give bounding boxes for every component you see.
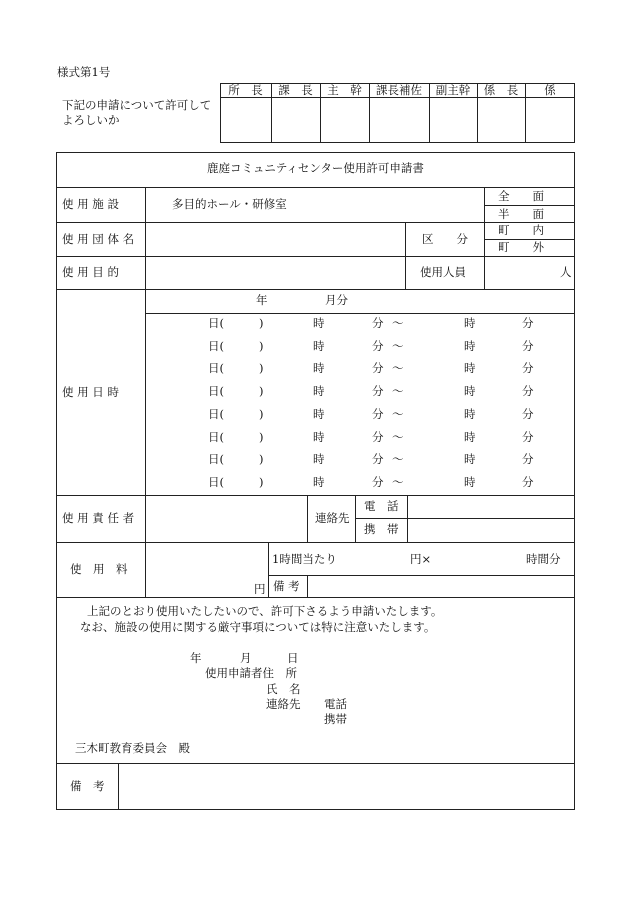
paren-close: )	[259, 338, 264, 353]
stamp-header-vice-director: 副主幹	[435, 83, 471, 97]
end-hour-label: 時	[464, 316, 476, 330]
stamp-header-section-chief: 課 長	[278, 83, 313, 97]
stamp-header-team-leader: 係 長	[483, 83, 519, 97]
declaration-line1: 上記のとおり使用いたしたいので、許可下さるよう申請いたします。	[87, 604, 443, 618]
start-minute-label: 分	[372, 452, 384, 467]
people-unit: 人	[560, 265, 572, 279]
paren-close: )	[259, 429, 264, 444]
end-hour-label: 時	[464, 338, 476, 353]
end-minute-label: 分	[522, 474, 534, 489]
paren-close: )	[259, 316, 264, 330]
paren-close: )	[259, 474, 264, 489]
start-minute-label: 分	[372, 361, 384, 376]
start-minute-label: 分	[372, 406, 384, 421]
range-tilde: 〜	[392, 474, 404, 489]
form-title: 鹿庭コミュニティセンター使用許可申請書	[207, 161, 424, 175]
range-tilde: 〜	[392, 338, 404, 353]
end-minute-label: 分	[522, 452, 534, 467]
start-hour-label: 時	[313, 406, 325, 421]
day-label: 日(	[208, 361, 224, 376]
zone-option-in-town[interactable]: 町 内	[498, 223, 544, 237]
end-minute-label: 分	[522, 316, 534, 330]
addressee: 三木町教育委員会 殿	[75, 741, 190, 755]
stamp-cell-chief[interactable]	[221, 98, 270, 142]
declaration-line2: なお、施設の使用に関する厳守事項については特に注意いたします。	[80, 620, 436, 634]
responsible-input[interactable]	[147, 497, 305, 541]
stamp-cell-section-chief[interactable]	[272, 98, 319, 142]
fee-hours: 時間分	[526, 552, 561, 566]
purpose-label: 使 用 目 的	[62, 265, 119, 279]
fee-yen-times: 円×	[410, 552, 432, 566]
end-minute-label: 分	[522, 384, 534, 399]
start-hour-label: 時	[313, 452, 325, 467]
start-minute-label: 分	[372, 316, 384, 330]
end-minute-label: 分	[522, 429, 534, 444]
end-hour-label: 時	[464, 429, 476, 444]
mobile-input[interactable]	[409, 520, 574, 541]
date-year: 年	[190, 651, 202, 665]
stamp-header-chief: 所 長	[228, 83, 263, 97]
approval-note-line2: よろしいか	[62, 113, 120, 127]
remarks-input[interactable]	[120, 765, 574, 809]
range-tilde: 〜	[392, 406, 404, 421]
stamp-cell-staff[interactable]	[526, 98, 574, 142]
end-minute-label: 分	[522, 338, 534, 353]
facility-value[interactable]: 多目的ホール・研修室	[172, 197, 287, 211]
range-tilde: 〜	[392, 361, 404, 376]
people-label: 使用人員	[420, 265, 466, 279]
day-label: 日(	[208, 452, 224, 467]
end-hour-label: 時	[464, 384, 476, 399]
end-hour-label: 時	[464, 361, 476, 376]
start-minute-label: 分	[372, 384, 384, 399]
stamp-cell-deputy[interactable]	[370, 98, 428, 142]
day-label: 日(	[208, 338, 224, 353]
group-label: 使 用 団 体 名	[62, 232, 135, 246]
fee-per-hour: 1時間当たり	[272, 552, 337, 566]
phone-input[interactable]	[409, 497, 574, 517]
fee-remarks-label: 備 考	[273, 579, 300, 593]
start-hour-label: 時	[313, 429, 325, 444]
paren-close: )	[259, 361, 264, 376]
day-label: 日(	[208, 429, 224, 444]
range-tilde: 〜	[392, 384, 404, 399]
start-hour-label: 時	[313, 361, 325, 376]
date-day: 日	[287, 651, 299, 665]
stamp-header-staff: 係	[544, 83, 556, 97]
applicant-name-label: 氏 名	[266, 682, 301, 696]
date-month: 月	[240, 651, 252, 665]
day-label: 日(	[208, 316, 224, 330]
fee-label: 使 用 料	[70, 562, 128, 576]
facility-label: 使 用 施 設	[62, 197, 119, 211]
end-hour-label: 時	[464, 474, 476, 489]
applicant-address-label: 使用申請者住 所	[205, 666, 297, 680]
group-name-input[interactable]	[147, 224, 403, 254]
paren-close: )	[259, 406, 264, 421]
start-minute-label: 分	[372, 474, 384, 489]
stamp-cell-director[interactable]	[321, 98, 368, 142]
start-minute-label: 分	[372, 338, 384, 353]
responsible-label: 使 用 責 任 者	[62, 511, 135, 525]
range-tilde: 〜	[392, 429, 404, 444]
applicant-contact-label: 連絡先	[266, 697, 301, 711]
remarks-label: 備 考	[70, 779, 105, 793]
fee-yen: 円	[254, 582, 266, 596]
stamp-cell-vice-director[interactable]	[430, 98, 476, 142]
zone-label: 区 分	[422, 232, 468, 246]
stamp-cell-team-leader[interactable]	[478, 98, 524, 142]
zone-option-out-of-town[interactable]: 町 外	[498, 240, 544, 254]
paren-close: )	[259, 384, 264, 399]
stamp-header-deputy: 課長補佐	[376, 83, 422, 97]
start-hour-label: 時	[313, 474, 325, 489]
contact-label: 連絡先	[315, 511, 350, 525]
applicant-mobile-label: 携帯	[324, 712, 347, 726]
day-label: 日(	[208, 406, 224, 421]
approval-note-line1: 下記の申請について許可して	[62, 98, 212, 112]
stamp-header-director: 主 幹	[327, 83, 362, 97]
purpose-input[interactable]	[147, 258, 403, 288]
phone-label: 電 話	[364, 499, 399, 513]
datetime-label: 使 用 日 時	[62, 385, 119, 399]
end-minute-label: 分	[522, 361, 534, 376]
range-tilde: 〜	[392, 452, 404, 467]
day-label: 日(	[208, 384, 224, 399]
range-tilde: 〜	[392, 316, 404, 330]
start-hour-label: 時	[313, 338, 325, 353]
mobile-label: 携 帯	[364, 522, 399, 536]
start-hour-label: 時	[313, 316, 325, 330]
facility-option-full[interactable]: 全 面	[498, 189, 544, 203]
applicant-phone-label: 電話	[324, 697, 347, 711]
fee-remarks-input[interactable]	[309, 577, 574, 596]
end-minute-label: 分	[522, 406, 534, 421]
end-hour-label: 時	[464, 452, 476, 467]
form-number: 様式第1号	[57, 65, 111, 79]
paren-close: )	[259, 452, 264, 467]
start-minute-label: 分	[372, 429, 384, 444]
start-hour-label: 時	[313, 384, 325, 399]
end-hour-label: 時	[464, 406, 476, 421]
datetime-year: 年	[256, 293, 268, 307]
facility-option-half[interactable]: 半 面	[498, 207, 544, 221]
day-label: 日(	[208, 474, 224, 489]
datetime-month: 月分	[325, 293, 348, 307]
